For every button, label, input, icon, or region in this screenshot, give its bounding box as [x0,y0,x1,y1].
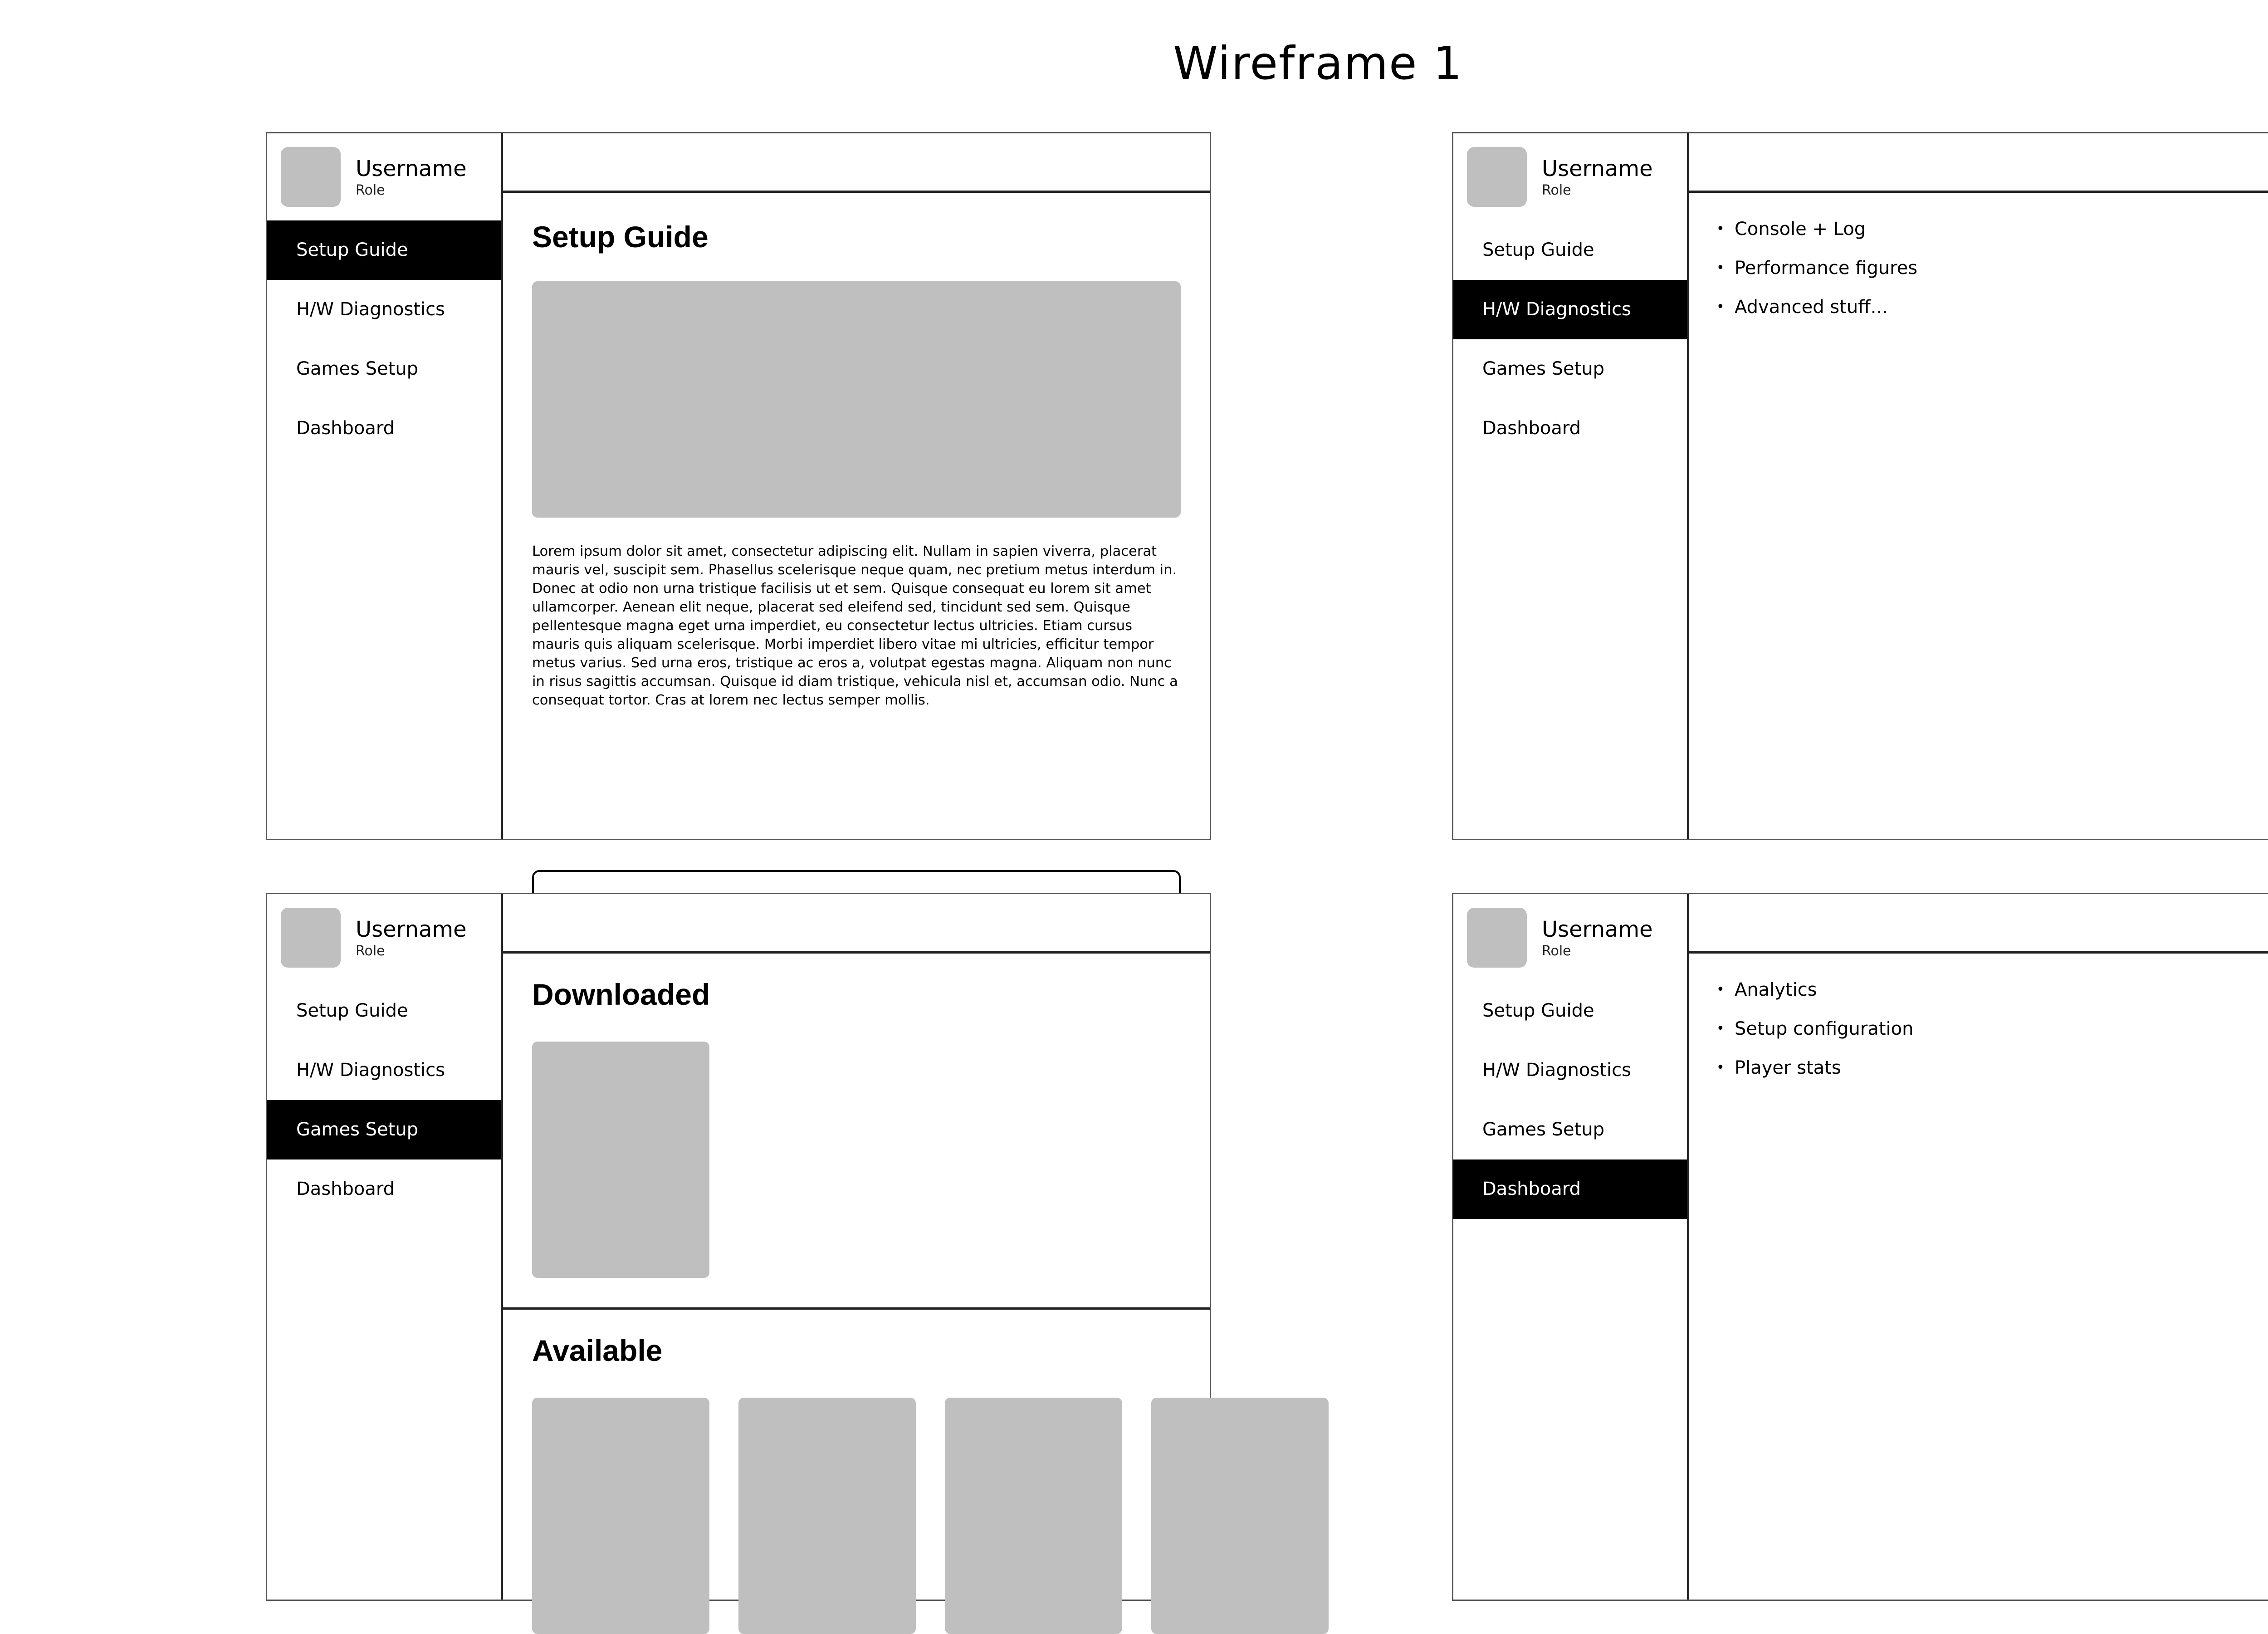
sidebar [267,133,503,839]
main-panel [503,133,1210,839]
sidebar-item-games-setup[interactable]: Games Setup [1482,358,1605,379]
wireframe-dashboard [1452,893,2268,1601]
sidebar [1453,894,1689,1600]
sidebar-item-hw-diagnostics[interactable]: H/W Diagnostics [296,1060,445,1081]
username: Username [1542,917,1653,942]
page-title: Wireframe 1 [1173,37,1463,90]
list-item[interactable]: • Setup configuration [1716,1009,1913,1048]
sidebar-item-setup-guide[interactable]: Setup Guide [267,220,501,280]
user-role: Role [356,943,385,959]
top-bar [503,133,1210,193]
sidebar-item-setup-guide[interactable]: Setup Guide [296,1000,408,1021]
avatar [1467,908,1527,968]
available-section [503,1310,1210,1600]
avatar [281,147,341,207]
top-bar [1689,133,2268,193]
user-profile[interactable] [1467,908,1680,968]
main-panel [503,894,1210,1600]
user-role: Role [1542,182,1571,198]
sidebar-nav [267,981,501,1219]
user-profile[interactable] [1467,147,1680,207]
avatar [281,908,341,968]
list-item[interactable]: • Analytics [1716,970,1913,1009]
diagnostics-list [1716,210,1917,327]
game-card[interactable] [1151,1398,1329,1634]
list-item[interactable]: • Advanced stuff... [1716,288,1917,327]
wireframe-setup-guide [266,132,1211,840]
game-card[interactable] [738,1398,916,1634]
sidebar-item-setup-guide[interactable]: Setup Guide [1482,240,1594,260]
wireframe-hw-diagnostics [1452,132,2268,840]
game-card[interactable] [532,1042,709,1278]
content-area [532,193,1181,839]
list-item[interactable]: • Player stats [1716,1048,1913,1087]
user-role: Role [1542,943,1571,959]
top-bar [503,894,1210,954]
list-item[interactable]: • Console + Log [1716,210,1917,249]
username: Username [1542,156,1653,181]
user-profile[interactable] [281,908,494,968]
sidebar-nav [1453,220,1687,458]
sidebar [267,894,503,1600]
avatar [1467,147,1527,207]
sidebar-item-setup-guide[interactable]: Setup Guide [1482,1000,1594,1021]
sidebar-item-hw-diagnostics[interactable]: H/W Diagnostics [296,299,445,320]
main-panel [1689,133,2268,839]
user-profile[interactable] [281,147,494,207]
section-heading: Setup Guide [532,220,709,254]
sidebar-item-dashboard[interactable]: Dashboard [296,418,395,439]
sidebar-item-dashboard[interactable]: Dashboard [296,1179,395,1199]
downloaded-section [503,954,1210,1310]
downloaded-heading: Downloaded [532,978,710,1011]
top-bar [1689,894,2268,954]
game-card[interactable] [945,1398,1122,1634]
sidebar-item-dashboard[interactable]: Dashboard [1453,1159,1687,1219]
username: Username [356,917,467,942]
dashboard-list [1716,970,1913,1087]
sidebar-nav [1453,981,1687,1219]
sidebar-item-hw-diagnostics[interactable]: H/W Diagnostics [1453,280,1687,339]
user-role: Role [356,182,385,198]
username: Username [356,156,467,181]
wireframe-games-setup [266,893,1211,1601]
body-text: Lorem ipsum dolor sit amet, consectetur adipiscing elit. Nullam in sapien viverra, placerat mauris vel, suscipit sem. Phasellus scelerisque neque quam, nec pretium metus interdum in. Donec at odio non urna tristique facilisis ut et sem. Quisque consequat eu lorem sit amet ullamcorper. Aenean elit neque, placerat sed eleifend sed, tincidunt sed sem. Quisque pellentesque magna eget urna imperdiet, eu consectetur lectus ultricies. Etiam cursus mauris quis aliquam scelerisque. Morbi imperdiet libero vitae mi ultricies, efficitur tempor metus varius. Sed urna eros, tristique ac eros a, volutpat egestas magna. Aliquam non nunc in risus sagittis accumsan. Quisque id diam tristique, vehicula nisl et, accumsan odio. Nunc a consequat tortor. Cras at lorem nec lectus semper mollis. [532,543,1178,708]
list-item[interactable]: • Performance figures [1716,249,1917,288]
sidebar-item-games-setup[interactable]: Games Setup [267,1100,501,1159]
available-heading: Available [532,1334,663,1367]
main-panel [1689,894,2268,1600]
sidebar-item-dashboard[interactable]: Dashboard [1482,418,1581,439]
sidebar [1453,133,1689,839]
sidebar-item-hw-diagnostics[interactable]: H/W Diagnostics [1482,1060,1631,1081]
sidebar-nav [267,220,501,458]
sidebar-item-games-setup[interactable]: Games Setup [296,358,419,379]
hero-image-placeholder [532,281,1181,518]
sidebar-item-games-setup[interactable]: Games Setup [1482,1119,1605,1140]
game-card[interactable] [532,1398,709,1634]
